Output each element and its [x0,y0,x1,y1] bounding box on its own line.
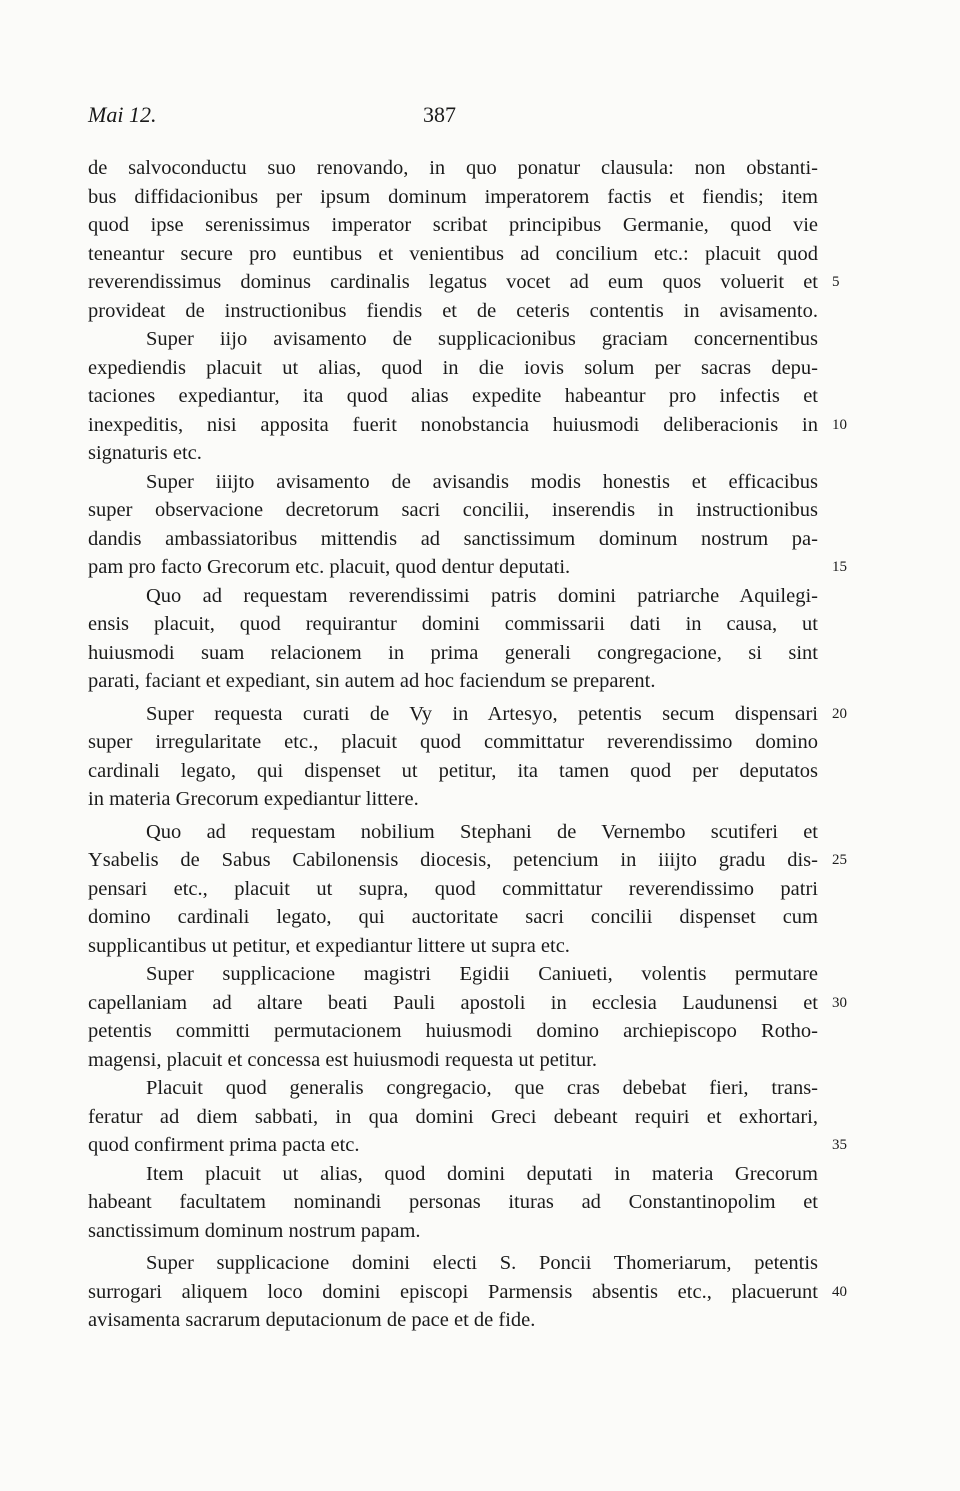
text-line [88,553,847,582]
line-text: signaturis etc. [88,442,202,464]
text-line [88,1046,818,1075]
line-text: Placuit quod generalis congregacio, que cras debebat fieri, trans- [146,1077,818,1099]
text-line [88,382,818,411]
text-line [88,183,818,212]
line-text: teneantur secure pro euntibus et venientibus ad concilium etc.: placuit quod [88,242,818,265]
text-line [88,1217,818,1246]
text-line [88,757,818,786]
line-text: parati, faciant et expediant, sin autem ad hoc faciendum se preparent. [88,670,656,692]
text-line [88,700,847,729]
line-number: 15 [832,559,847,575]
text-line [88,1131,847,1160]
line-text: domino cardinali legato, qui auctoritate sacri concilii dispenset cum [88,906,818,928]
line-text: inexpeditis, nisi apposita fuerit nonobstancia huiusmodi deliberacionis in [88,413,818,436]
line-text: Super supplicacione domini electi S. Poncii Thomeriarum, petentis [146,1252,818,1274]
line-text: in materia Grecorum expediantur littere. [88,788,419,810]
text-line [88,582,818,611]
text-line [88,411,847,440]
line-text: supplicantibus ut petitur, et expediantur littere ut supra etc. [88,934,570,957]
text-line [88,1306,818,1335]
line-text: reverendissimus dominus cardinalis legatus vocet ad eum quos voluerit et [88,271,818,293]
text-line [88,785,818,814]
text-line [88,525,818,554]
line-number: 5 [832,274,840,290]
body-text [88,154,847,1335]
line-text: Ysabelis de Sabus Cabilonensis diocesis, petencium in iiijto gradu dis- [88,849,818,871]
text-line [88,667,818,696]
line-number: 10 [832,416,847,433]
line-number: 35 [832,1137,847,1153]
line-text: habeant facultatem nominandi personas ituras ad Constantinopolim et [88,1191,818,1213]
page-number: 387 [423,102,456,127]
line-text: pensari etc., placuit ut supra, quod committatur reverendissimo patri [88,877,818,900]
text-line [88,1278,847,1307]
line-text: avisamenta sacrarum deputacionum de pace et de fide. [88,1309,536,1331]
line-text: super irregularitate etc., placuit quod committatur reverendissimo domino [88,731,818,753]
line-text: feratur ad diem sabbati, in qua domini Greci debeant requiri et exhortari, [88,1105,818,1128]
text-line [88,903,818,932]
line-text: dandis ambassiatoribus mittendis ad sanctissimum dominum nostrum pa- [88,527,818,550]
line-text: quod confirment prima pacta etc. [88,1134,360,1156]
line-text: capellaniam ad altare beati Pauli apostoli in ecclesia Laudunensi et [88,991,818,1014]
text-line [88,1160,818,1189]
line-text: sanctissimum dominum nostrum papam. [88,1219,421,1242]
line-text: expediendis placuit ut alias, quod in die iovis solum per sacras depu- [88,356,818,379]
text-line [88,468,818,497]
text-line [88,154,818,183]
text-line [88,268,840,297]
line-text: Super supplicacione magistri Egidii Caniueti, volentis permutare [146,963,818,985]
line-text: bus diffidacionibus per ipsum dominum imperatorem factis et fiendis; item [88,185,818,208]
text-line [88,439,818,468]
text-line [88,875,818,904]
text-line [88,989,847,1018]
line-text: huiusmodi suam relacionem in prima generali congregacione, si sint [88,641,818,664]
text-line [88,211,818,240]
text-line [88,639,818,668]
text-line [88,1188,818,1217]
text-line [88,496,818,525]
line-text: quod ipse serenissimus imperator scribat principibus Germanie, quod vie [88,214,818,236]
line-text: Quo ad requestam reverendissimi patris domini patriarche Aquilegi- [146,584,818,607]
line-text: petentis committi permutacionem huiusmodi domino archiepiscopo Rotho- [88,1020,818,1042]
line-text: pam pro facto Grecorum etc. placuit, quod dentur deputati. [88,556,571,578]
text-line [88,610,818,639]
line-text: ensis placuit, quod requirantur domini commissarii dati in causa, ut [88,613,818,635]
text-line [88,818,818,847]
text-line [88,846,847,875]
line-text: Quo ad requestam nobilium Stephani de Vernembo scutiferi et [146,820,818,843]
line-text: de salvoconductu suo renovando, in quo ponatur clausula: non obstanti- [88,157,818,179]
text-line [88,728,818,757]
line-text: surrogari aliquem loco domini episcopi Parmensis absentis etc., placuerunt [88,1280,818,1303]
page-header [88,102,818,136]
running-head: Mai 12. [88,102,157,127]
text-line [88,297,818,326]
text-line [88,325,818,354]
line-text: cardinali legato, qui dispenset ut petitur, ita tamen quod per deputatos [88,759,818,782]
line-text: Super iijo avisamento de supplicacionibus graciam concernentibus [146,328,818,350]
text-line [88,354,818,383]
line-text: provideat de instructionibus fiendis et de ceteris contentis in avisamento. [88,299,818,322]
line-number: 40 [832,1283,847,1300]
line-text: Item placuit ut alias, quod domini deputati in materia Grecorum [146,1162,818,1185]
line-text: Super iiijto avisamento de avisandis modis honestis et efficacibus [146,470,818,493]
line-text: Super requesta curati de Vy in Artesyo, petentis secum dispensari [146,702,818,725]
text-line [88,1103,818,1132]
line-number: 25 [832,852,847,868]
line-text: super observacione decretorum sacri concilii, inserendis in instructionibus [88,499,818,521]
text-line [88,1017,818,1046]
text-line [88,1249,818,1278]
text-line [88,1074,818,1103]
line-number: 20 [832,705,847,722]
text-line [88,932,818,961]
text-line [88,960,818,989]
line-number: 30 [832,994,847,1011]
line-text: magensi, placuit et concessa est huiusmodi requesta ut petitur. [88,1048,597,1071]
text-line [88,240,818,269]
line-text: taciones expediantur, ita quod alias expedite habeantur pro infectis et [88,385,818,407]
